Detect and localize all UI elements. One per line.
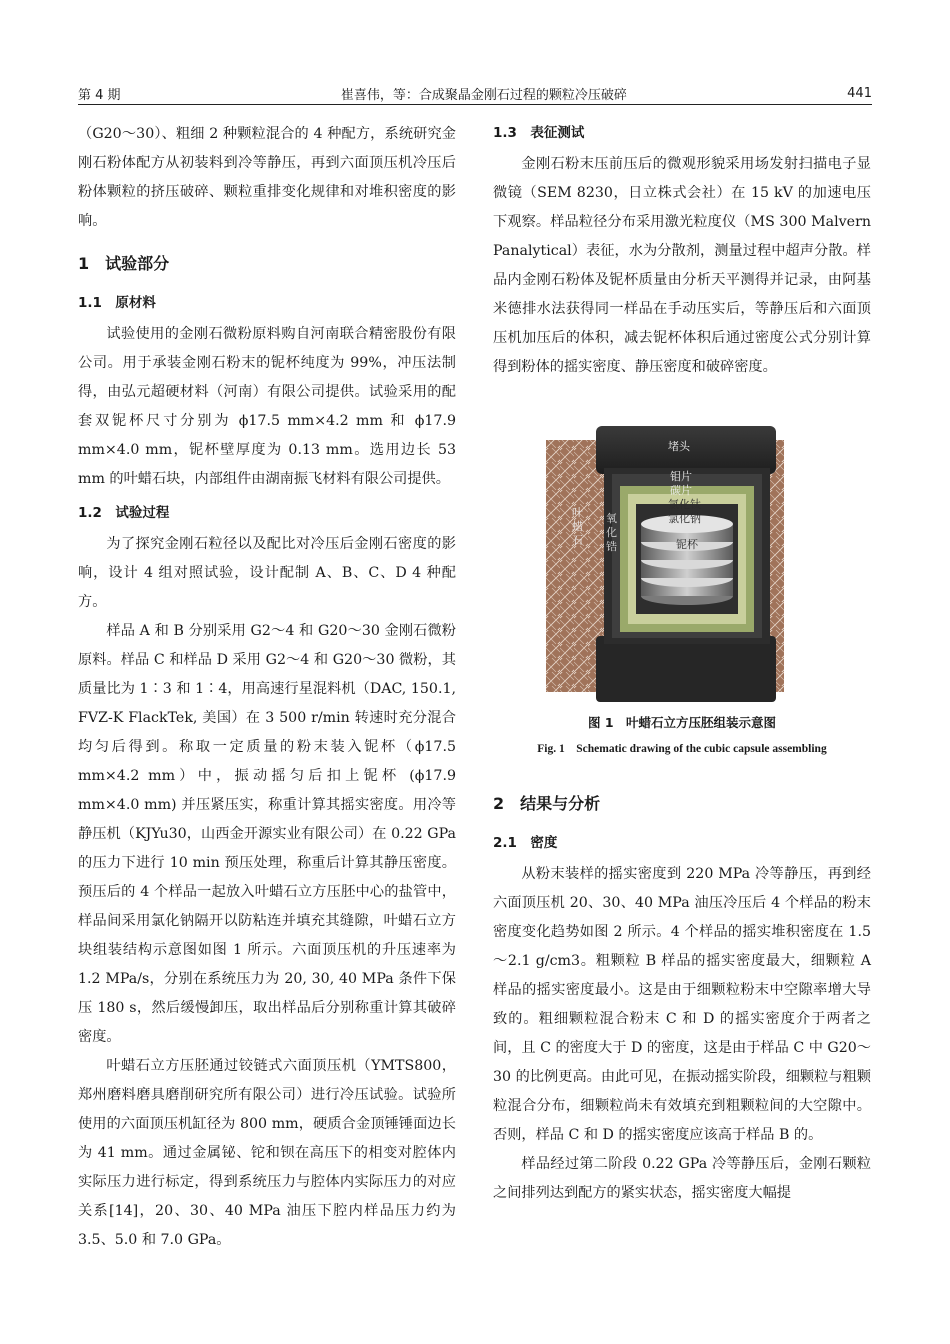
running-title: 崔喜伟，等：合成聚晶金刚石过程的颗粒冷压破碎 — [340, 87, 627, 103]
figure-1-caption-en: Fig. 1 Schematic drawing of the cubic capsule assembling — [537, 743, 827, 755]
label-zro2: 氧化锆 — [606, 512, 617, 553]
right-column-results — [493, 790, 871, 1208]
subsection-2-1-heading: 2.1 密度 — [493, 835, 558, 851]
paragraph-1-3: 金刚石粉末压前压后的微观形貌采用场发射扫描电子显微镜（SEM 8230，日立株式会社）在 15 kV 的加速电压下观察。样品粒径分布采用激光粒度仪（MS 300 Malvern Panalytical）表征，水为分散剂，测量过程中超声分散。样品内金刚石粉体及铌杯质量由分析天平测得并记录，由阿基米德排水法获得同一样品在手动压实后，等静压后和六面顶压机加压后的体积，减去铌杯体积后通过密度公式分别计算得到粉体的摇实密度、静压密度和破碎密度。 — [493, 156, 871, 375]
right-column — [493, 120, 871, 382]
label-zrcl: 氯化钛 — [668, 498, 701, 511]
paragraph-2-1a: 从粉末装样的摇实密度到 220 MPa 冷等静压，再到经六面顶压机 20、30、40 MPa 油压冷压后 4 个样品的粉末密度变化趋势如图 2 所示。4 个样品的摇实堆积密度在 1.5～2.1 g/cm3。粗颗粒 B 样品的摇实密度最大，细颗粒 A 样品的摇实密度最小。这是由于细颗粒粉末中空隙率增大导致的。粗细颗粒混合粉末 C 和 D 的摇实密度介于两者之间，且 C 的密度大于 D 的密度，这是由于样品 C 中 G20～30 的比例更高。由此可见，在振动摇实阶段，细颗粒与粗颗粒混合分布，细颗粒尚未有效填充到粗颗粒间的大空隙中。否则，样品 C 和 D 的摇实密度应该高于样品 B 的。 — [493, 866, 871, 1143]
paragraph-1-2a: 为了探究金刚石粒径以及配比对冷压后金刚石密度的影响，设计 4 组对照试验，设计配制 A、B、C、D 4 种配方。 — [78, 536, 456, 610]
label-plug: 堵头 — [668, 440, 690, 453]
paragraph-1-2c: 叶蜡石立方压胚通过铰链式六面顶压机（YMTS800，郑州磨料磨具磨削研究所有限公司）进行冷压试验。试验所使用的六面顶压机缸径为 800 mm，硬质合金顶锤锤面边长为 41 mm。通过金属铋、铊和钡在高压下的相变对腔体内实际压力进行标定，得到系统压力与腔体内实际压力的对应关系[14]，20、30、40 MPa 油压下腔内样品压力约为 3.5、5.0 和 7.0 GPa。 — [78, 1058, 456, 1248]
running-header — [78, 82, 872, 104]
bottom-plug — [596, 636, 776, 702]
paragraph-1-2b: 样品 A 和 B 分别采用 G2～4 和 G20～30 金刚石微粉原料。样品 C 和样品 D 采用 G2～4 和 G20～30 微粉，其质量比为 1∶3 和 1∶4，用高速行星混料机（DAC, 150.1, FVZ-K FlackTek, 美国）在 3 500 r/min 转速时充分混合均匀后得到。称取一定质量的粉末装入铌杯（ϕ17.5 mm×4.2 mm）中，振动摇匀后扣上铌杯 (ϕ17.9 mm×4.0 mm) 并压紧压实，称重计算其摇实密度。用冷等静压机（KJYu30，山西金开源实业有限公司）在 0.22 GPa 的压力下进行 10 min 预压处理，称重后计算其静压密度。预压后的 4 个样品一起放入叶蜡石立方压胚中心的盐管中，样品间采用氯化钠隔开以防粘连并填充其缝隙，叶蜡石立方块组装结构示意图如图 1 所示。六面顶压机的升压速率为 1.2 MPa/s，分别在系统压力为 20, 30, 40 MPa 条件下保压 180 s，然后缓慢卸压，取出样品后分别称重计算其破碎密度。 — [78, 623, 456, 1045]
subsection-1-1-heading: 1.1 原材料 — [78, 295, 156, 311]
label-nacl: 氯化钠 — [668, 512, 701, 525]
section-1-heading: 1 试验部分 — [78, 254, 170, 273]
page-number: 441 — [847, 85, 872, 101]
label-carbon: 碳片 — [670, 484, 692, 497]
label-mo: 钼片 — [670, 470, 692, 483]
subsection-1-3-heading: 1.3 表征测试 — [493, 125, 585, 141]
subsection-1-2-heading: 1.2 试验过程 — [78, 505, 170, 521]
capsule-assembly-figure — [546, 420, 784, 702]
paragraph-2-1b: 样品经过第二阶段 0.22 GPa 冷等静压后，金刚石颗粒之间排列达到配方的紧实状态，摇实密度大幅提 — [493, 1156, 871, 1201]
capsule-diagram — [546, 420, 784, 702]
label-nb-cup: 铌杯 — [676, 538, 698, 551]
paragraph-1-1: 试验使用的金刚石微粉原料购自河南联合精密股份有限公司。用于承装金刚石粉末的铌杯纯度为 99%，冲压法制得，由弘元超硬材料（河南）有限公司提供。试验采用的配套双铌杯尺寸分别为 ϕ17.5 mm×4.2 mm 和 ϕ17.9 mm×4.0 mm，铌杯壁厚度为 0.13 mm。选用边长 53 mm 的叶蜡石块，内部组件由湖南振飞材料有限公司提供。 — [78, 326, 456, 487]
header-rule — [78, 104, 872, 105]
label-pyrophyllite: 叶蜡石 — [572, 506, 583, 547]
figure-1-caption-cn: 图 1 叶蜡石立方压胚组装示意图 — [587, 715, 777, 730]
section-2-heading: 2 结果与分析 — [493, 794, 601, 813]
niobium-cups — [641, 515, 733, 605]
left-column — [78, 120, 456, 1255]
intro-paragraph: （G20～30）、粗细 2 种颗粒混合的 4 种配方，系统研究金刚石粉体配方从初装料到冷等静压，再到六面顶压机冷压后粉体颗粒的挤压破碎、颗粒重排变化规律和对堆积密度的影响。 — [78, 126, 456, 229]
issue-number: 第 4 期 — [78, 87, 121, 103]
